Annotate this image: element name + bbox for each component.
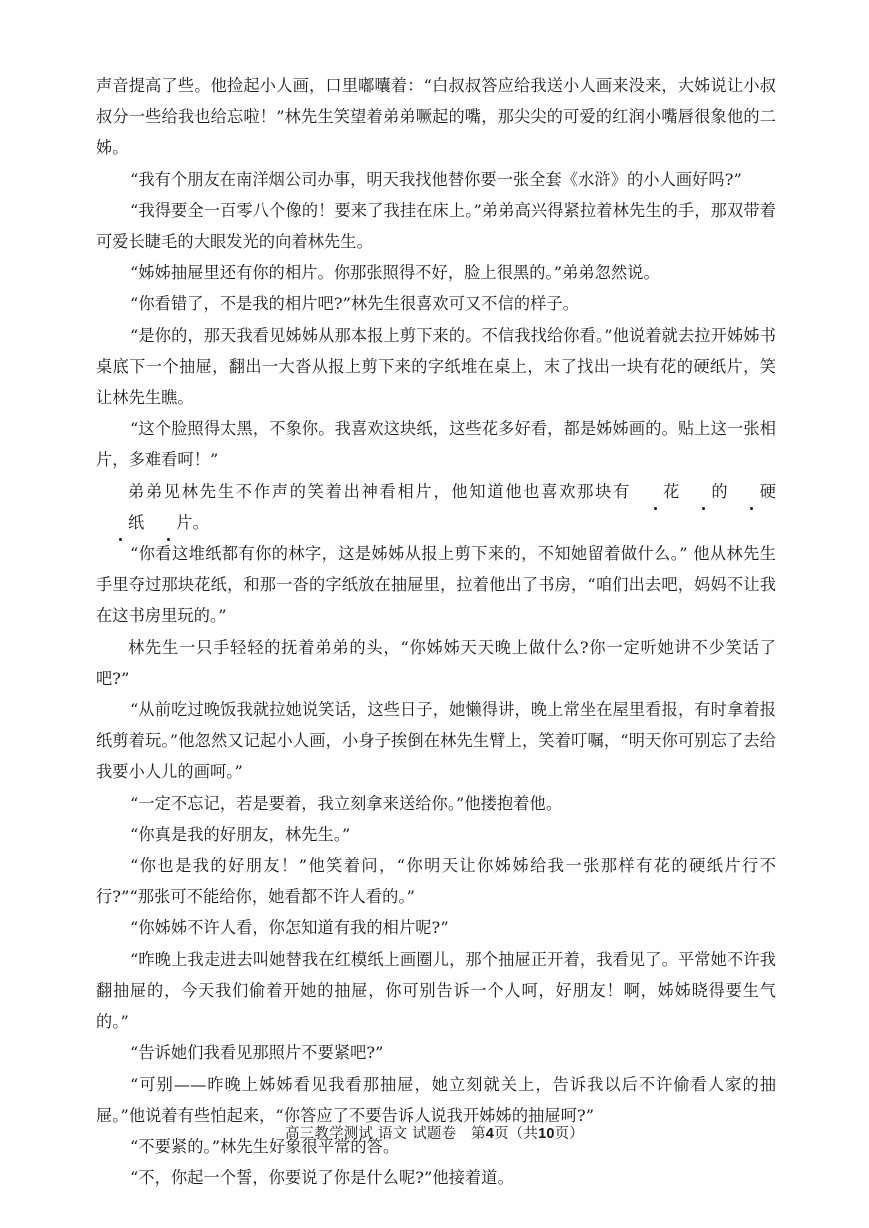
footer-page-number: 4 [485,1126,494,1142]
paragraph-20: “不，你起一个誓，你要说了你是什么呢?”他接着道。 [130,1168,514,1188]
paragraph-9: “你看这堆纸都有你的林字，这是姊姊从报上剪下来的，不知她留着做什么。” 他从林先生手里夺过那块花纸，和那一沓的字纸放在抽屉里，拉着他出了书房，“咱们出去吧，妈妈不让我在这书房里玩的。” [96,544,776,626]
paragraph-14: “你也是我的好朋友！”他笑着问，“你明天让你姊姊给我一张那样有花的硬纸片行不行?”“那张可不能给你，她看都不许人看的。” [96,856,776,907]
footer-page-suffix: 页） [554,1126,585,1142]
emphasis-char: 硬 [728,476,776,507]
paragraph-15: “你姊姊不许人看，你怎知道有我的相片呢?” [130,918,449,938]
paragraph-16: “昨晚上我走进去叫她替我在红模纸上画圈儿，那个抽屉正开着，我看见了。平常她不许我翻抽屉的，今天我们偷着开她的抽屉，你可别告诉一个人呵，好朋友！啊，姊姊晓得要生气的。” [96,949,776,1032]
paragraph-11: “从前吃过晚饭我就拉她说笑话，这些日子，她懒得讲，晚上常坐在屋里看报，有时拿着报纸剪着玩。”他忽然又记起小人画，小身子挨倒在林先生臂上，笑着叮嘱，“明天你可别忘了去给我要小人儿的画呵。” [96,700,776,782]
footer-total-pages: 10 [538,1126,555,1142]
paragraph-19: “不要紧的。”林先生好象很平常的答。 [130,1136,400,1156]
paragraph-12: “一定不忘记，若是要着，我立刻拿来送给你。”他搂抱着他。 [130,793,563,813]
emphasis-char: 的 [679,476,727,507]
emphasis-char: 纸 [96,507,144,538]
page-footer [0,1122,869,1143]
paragraph-10: 林先生一只手轻轻的抚着弟弟的头，“你姊姊天天晚上做什么?你一定听她讲不少笑话了吧?” [96,637,776,688]
paragraph-17: “告诉她们我看见那照片不要紧吧?” [130,1043,384,1063]
paragraph-5: “你看错了，不是我的相片吧?”林先生很喜欢可又不信的样子。 [130,294,580,314]
footer-page-middle: 页（共 [493,1126,539,1142]
paragraph-13: “你真是我的好朋友，林先生。” [130,824,351,844]
dotted-paragraph-lead: 弟弟见林先生不作声的笑着出神看相片，他知道他也喜欢那块有 [128,481,632,501]
paragraph-7: “这个脸照得太黑，不象你。我喜欢这块纸，这些花多好看，都是姊姊画的。贴上这一张相片，多难看呵！” [96,419,776,470]
paragraph-1: 声音提高了些。他捡起小人画，口里嘟囔着：“白叔叔答应给我送小人画来没来，大姊说让小叔叔分一些给我也给忘啦！”林先生笑望着弟弟噘起的嘴，那尖尖的可爱的红润小嘴唇很象他的二姊。 [96,76,776,158]
paragraph-2: “我有个朋友在南洋烟公司办事，明天我找他替你要一张全套《水浒》的小人画好吗?” [130,169,742,189]
footer-exam-title: 高三教学测试 语文 试题卷 第 [284,1126,486,1142]
paragraph-dotted [96,476,776,538]
dotted-paragraph-end: 。 [192,512,209,532]
paragraph-6: “是你的，那天我看见姊姊从那本报上剪下来的。不信我找给你看。”他说着就去拉开姊姊书桌底下一个抽屉，翻出一大沓从报上剪下来的字纸堆在桌上，末了找出一块有花的硬纸片，笑让林先生瞧。 [96,325,776,408]
emphasis-char: 片 [144,507,192,538]
paragraph-3: “我得要全一百零八个像的！要来了我挂在床上。”弟弟高兴得紧拉着林先生的手，那双带着可爱长睫毛的大眼发光的向着林先生。 [96,200,776,252]
emphasis-char: 花 [631,476,679,507]
paragraph-18: “可别——昨晚上姊姊看见我看那抽屉，她立刻就关上，告诉我以后不许偷看人家的抽屉。”他说着有些怕起来，“你答应了不要告诉人说我开姊姊的抽屉呵?” [96,1074,776,1125]
paragraph-4: “姊姊抽屉里还有你的相片。你那张照得不好，脸上很黑的。”弟弟忽然说。 [130,263,660,283]
passage-body [96,70,776,1193]
